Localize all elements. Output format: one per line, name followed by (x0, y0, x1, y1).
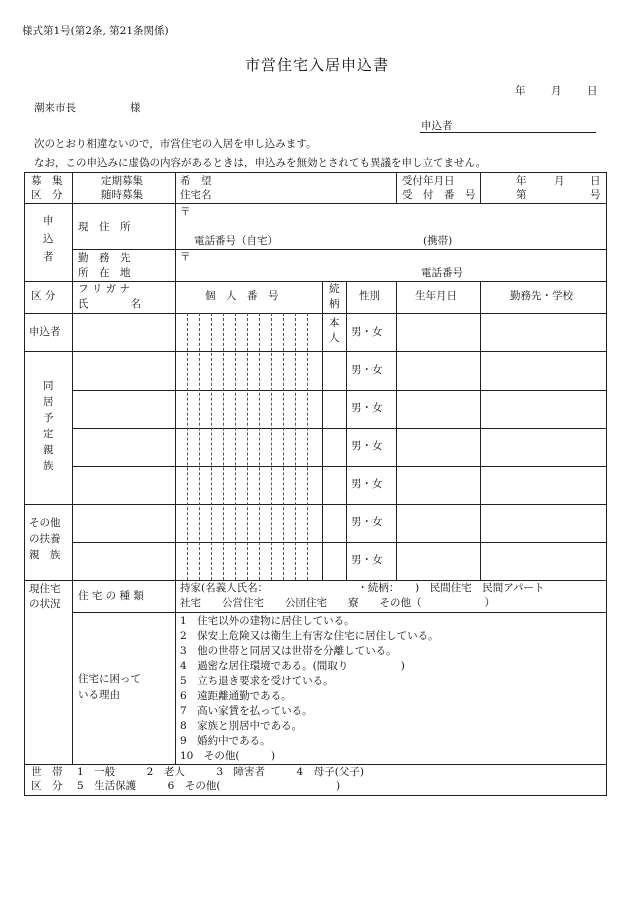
relation-self-1: 本 (329, 317, 340, 329)
cohabit-label-5: 親 (43, 444, 54, 456)
intro-text-1: 次のとおり相違ないので，市営住宅の入居を申し込みます。 (34, 138, 317, 150)
workplace-school-header: 勤務先・学校 (510, 290, 573, 302)
reason-item-2: 2 保安上危険又は衛生上有害な住宅に居住している。 (180, 630, 439, 642)
cohabit-label-1: 同 (43, 380, 54, 392)
reason-item-3: 3 他の世帯と同居又は世帯を分離している。 (180, 645, 397, 657)
option-anytime-recruit[interactable]: 随時募集 (101, 189, 143, 201)
cohabit-label-2: 居 (43, 396, 54, 408)
intro-text-2: なお，この申込みに虚偽の内容があるときは，申込みを無効とされても異議を申し立てません。 (34, 157, 487, 169)
received-date-label: 受付年月日 (402, 175, 455, 187)
applicant-side-label-1: 申 (43, 215, 54, 227)
housing-type-label: 住 宅 の 種 類 (78, 590, 144, 602)
applicant-sign-label: 申込者 (421, 120, 453, 132)
household-options-1: 1 一般 2 老人 3 障害者 4 母子(父子) (77, 766, 364, 778)
reason-item-5: 5 立ち退き要求を受けている。 (180, 675, 334, 687)
home-phone-label: 電話番号（自宅） (194, 235, 278, 247)
recruit-category-label-2: 区 分 (31, 189, 63, 201)
dependent-label-2: の扶養 (29, 533, 61, 545)
housing-type-line-2: 社宅 公営住宅 公団住宅 寮 その他（ ） (180, 597, 495, 609)
name-header: 氏 名 (78, 298, 141, 310)
applicant-side-label-2: 込 (43, 233, 54, 245)
workplace-label-1: 勤 務 先 (78, 252, 131, 264)
date-year-label: 年 (515, 85, 526, 97)
household-options-2: 5 生活保護 6 その他( ) (77, 780, 341, 792)
workplace-label-2: 所 在 地 (78, 267, 131, 279)
sex-option-row-2[interactable]: 男・女 (351, 364, 383, 376)
wish-label-1: 希 望 (180, 175, 212, 187)
reason-item-9: 9 婚約中である。 (180, 735, 271, 747)
reason-item-7: 7 高い家賃を払っている。 (180, 705, 313, 717)
personal-number-header: 個 人 番 号 (205, 290, 279, 302)
address-label: 現 住 所 (78, 221, 131, 233)
sex-option-row-7[interactable]: 男・女 (351, 554, 383, 566)
received-number-label: 受 付 番 号 (402, 189, 476, 201)
dependent-label-3: 親 族 (29, 549, 61, 561)
reason-item-4: 4 過密な居住環境である。(間取り ) (180, 660, 405, 672)
number-suffix: 号 (590, 189, 601, 201)
reason-item-6: 6 遠距離通勤である。 (180, 690, 292, 702)
furigana-header: フ リ ガ ナ (78, 283, 131, 295)
signature-line (420, 132, 596, 133)
housing-status-label-2: の状況 (29, 598, 61, 610)
reason-item-1: 1 住宅以外の建物に居住している。 (180, 615, 355, 627)
trouble-reason-label-1: 住宅に困って (78, 673, 141, 685)
household-label-1: 世 帯 (31, 766, 63, 778)
form-number: 様式第1号(第2条, 第21条関係) (22, 25, 169, 37)
recruit-category-label-1: 募 集 (31, 175, 63, 187)
dependent-label-1: その他 (29, 517, 61, 529)
housing-status-label-1: 現住宅 (29, 583, 61, 595)
option-regular-recruit[interactable]: 定期募集 (101, 175, 143, 187)
sex-option-row-4[interactable]: 男・女 (351, 440, 383, 452)
relation-header-2: 柄 (329, 298, 340, 310)
housing-type-line-1: 持家(名義人氏名： ・続柄： ) 民間住宅 民間アパート (180, 582, 545, 594)
sex-option-row-1[interactable]: 男・女 (351, 326, 383, 338)
address-postal-mark: 〒 (180, 206, 191, 218)
applicant-side-label-3: 者 (43, 251, 54, 263)
addressee: 潮来市長 (34, 102, 76, 114)
sex-header: 性別 (359, 290, 380, 302)
reason-item-10: 10 その他( ) (180, 750, 276, 762)
birthdate-header: 生年月日 (415, 290, 457, 302)
cohabit-label-4: 定 (43, 428, 54, 440)
received-day-label: 日 (590, 175, 601, 187)
trouble-reason-label-2: いる理由 (78, 689, 120, 701)
relation-header-1: 続 (329, 283, 340, 295)
number-prefix: 第 (516, 189, 527, 201)
received-year-label: 年 (516, 175, 527, 187)
honorific: 様 (130, 102, 141, 114)
mobile-phone-label: (携帯) (423, 235, 453, 247)
date-month-label: 月 (551, 85, 562, 97)
cohabit-label-3: 予 (43, 412, 54, 424)
date-day-label: 日 (587, 85, 598, 97)
workplace-postal-mark: 〒 (180, 251, 191, 263)
relation-self-2: 人 (329, 332, 340, 344)
cohabit-label-6: 族 (43, 460, 54, 472)
row-label-applicant: 申込者 (29, 326, 61, 338)
sex-option-row-5[interactable]: 男・女 (351, 478, 383, 490)
reason-item-8: 8 家族と別居中である。 (180, 720, 303, 732)
wish-label-2: 住宅名 (180, 189, 212, 201)
sex-option-row-3[interactable]: 男・女 (351, 402, 383, 414)
page-title: 市営住宅入居申込書 (245, 56, 390, 74)
household-label-2: 区 分 (31, 780, 63, 792)
received-month-label: 月 (554, 175, 565, 187)
sex-option-row-6[interactable]: 男・女 (351, 516, 383, 528)
members-category-header: 区 分 (31, 290, 56, 302)
workplace-phone-label: 電話番号 (421, 267, 463, 279)
